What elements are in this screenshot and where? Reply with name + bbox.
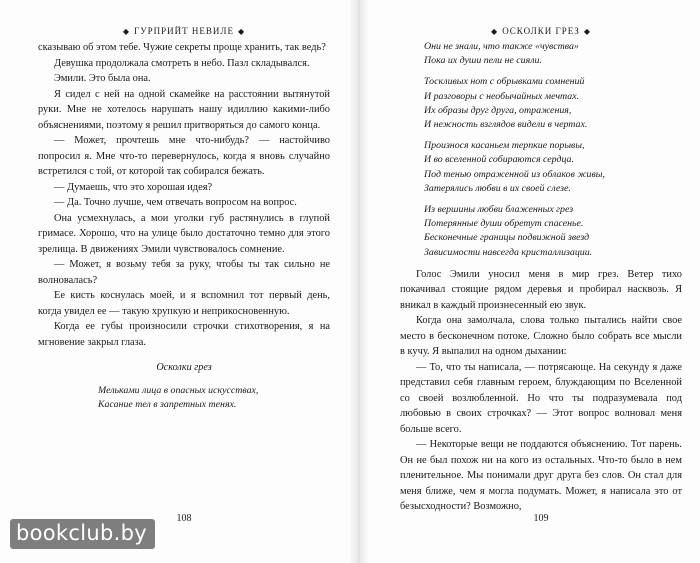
poem-line: Бесконечные границы подвижной звезд: [424, 232, 590, 244]
poem-line: И нежность взглядов видели в чертах.: [424, 119, 588, 131]
book-gutter: [348, 0, 370, 563]
ornament-icon: ◆: [583, 27, 591, 36]
poem-line: И разговоры с необычайных мечтах.: [424, 90, 580, 102]
poem-title: Осколки грез: [156, 362, 212, 373]
running-head-left: ◆ ГУРПРИЙТ НЕВИЛЕ ◆: [122, 26, 246, 36]
poem-line: Из вершины любви блаженных грез: [424, 204, 574, 216]
paragraph: Когда она замолчала, слова только пытались найти свое место в бесконечном потоке. Сложно было собрать все мысли в кучу. Я выпалил на одном дыхании:: [400, 315, 682, 358]
poem-line: Пока их души пели не сияли.: [424, 55, 542, 67]
paragraph: Я сидел с ней на одной скамейке на расстоянии вытянутой руки. Мне не хотелось нарушать нашу идиллию какими-либо объяснениями, поэтому я решил притворяться до самого конца.: [38, 88, 330, 131]
paragraph: сказываю об этом тебе. Чужие секреты проще хранить, так ведь?: [38, 42, 326, 53]
poem-verse: [424, 40, 682, 260]
paragraph: Ее кисть коснулась моей, и я вспомнил тот первый день, когда увидел ее — такую хрупкую и неприкосновенную.: [38, 290, 330, 317]
poem-stanza: [424, 75, 682, 132]
poem-stanza: [424, 40, 682, 68]
left-page-text: [38, 40, 330, 412]
poem-line: Зависимости навсегда кристаллизации.: [424, 246, 593, 258]
poem-line: Касание тел в запретных тенях.: [98, 398, 237, 410]
poem-line: Произнося касаньем терпкие порывы,: [424, 140, 585, 152]
poem-line: Потерянные души обретут спасенье.: [424, 218, 584, 230]
poem-stanza: [424, 203, 682, 260]
ornament-icon: ◆: [491, 27, 499, 36]
poem-stanza: [424, 139, 682, 196]
paragraph: — Может, я возьму тебя за руку, чтобы ты так сильно не волновалась?: [38, 259, 330, 286]
right-page-text: [400, 267, 682, 515]
paragraph: Она усмехнулась, а мои уголки губ растянулись в глупой гримасе. Хорошо, что на улице было достаточно темно для этого зрелища. В движениях Эмили чувствовалось сомнение.: [38, 212, 330, 255]
poem-line: Их образы друг друга, отражения,: [424, 104, 572, 116]
running-head-right: ◆ ОСКОЛКИ ГРЕЗ ◆: [491, 26, 591, 36]
page-number-right: 109: [533, 513, 549, 524]
poem-verse: [98, 384, 330, 412]
left-page: [38, 22, 330, 522]
paragraph: Голос Эмили уносил меня в мир грез. Ветер тихо покачивал стоящие рядом деревья и пробирал насквозь. Я вникал в каждый произнесенный ею звук.: [400, 268, 682, 311]
right-page: [400, 22, 682, 522]
poem-line: Затерялись любви в их своей слезе.: [424, 182, 571, 194]
paragraph: — Думаешь, что это хорошая идея?: [54, 181, 213, 193]
poem-line: Под тенью отраженной из облаков живы,: [424, 168, 605, 180]
paragraph: — Некоторые вещи не поддаются объяснению. Тот парень. Он не был похож ни на кого из остальных. Что-то было в нем пленительное. Мы понимали друг друга без слов. Он стал для меня ближе, чем я могла подумать. Может, я написала это от безысходности? Возможно,: [400, 439, 682, 513]
poem-line: И во вселенной собираются сердца.: [424, 154, 574, 166]
ornament-icon: ◆: [122, 27, 131, 36]
paragraph: Эмили. Это была она.: [54, 73, 151, 84]
paragraph: — То, что ты написала, — потрясающе. На секунду я даже представил себя главным героем, блуждающим по Вселенной со своей возлюбленной. Но что ты подразумевала под любовью в своих строчках? — Этот вопрос волновал меня больше всего.: [400, 361, 682, 435]
paragraph: Когда ее губы произносили строчки стихотворения, я на мгновение закрыл глаза.: [38, 321, 330, 348]
ornament-icon: ◆: [237, 27, 246, 36]
site-watermark: bookclub.by: [10, 519, 155, 549]
poem-line: Мельками лица в опасных искусствах,: [98, 384, 259, 396]
paragraph: — Да. Точно лучше, чем отвечать вопросом на вопрос.: [54, 197, 297, 208]
paragraph: Девушка продолжала смотреть в небо. Пазл складывался.: [54, 57, 310, 69]
paragraph: — Может, прочтешь мне что-нибудь? — настойчиво попросил я. Мне что-то перевернулось, когда я вновь случайно встретился с той, от которой так собирался бежать.: [38, 135, 330, 177]
poem-line: Тоскливых нот с обрывками сомнений: [424, 76, 585, 88]
poem-line: Они не знали, что также «чувства»: [424, 41, 579, 52]
page-number-left: 108: [176, 513, 192, 524]
